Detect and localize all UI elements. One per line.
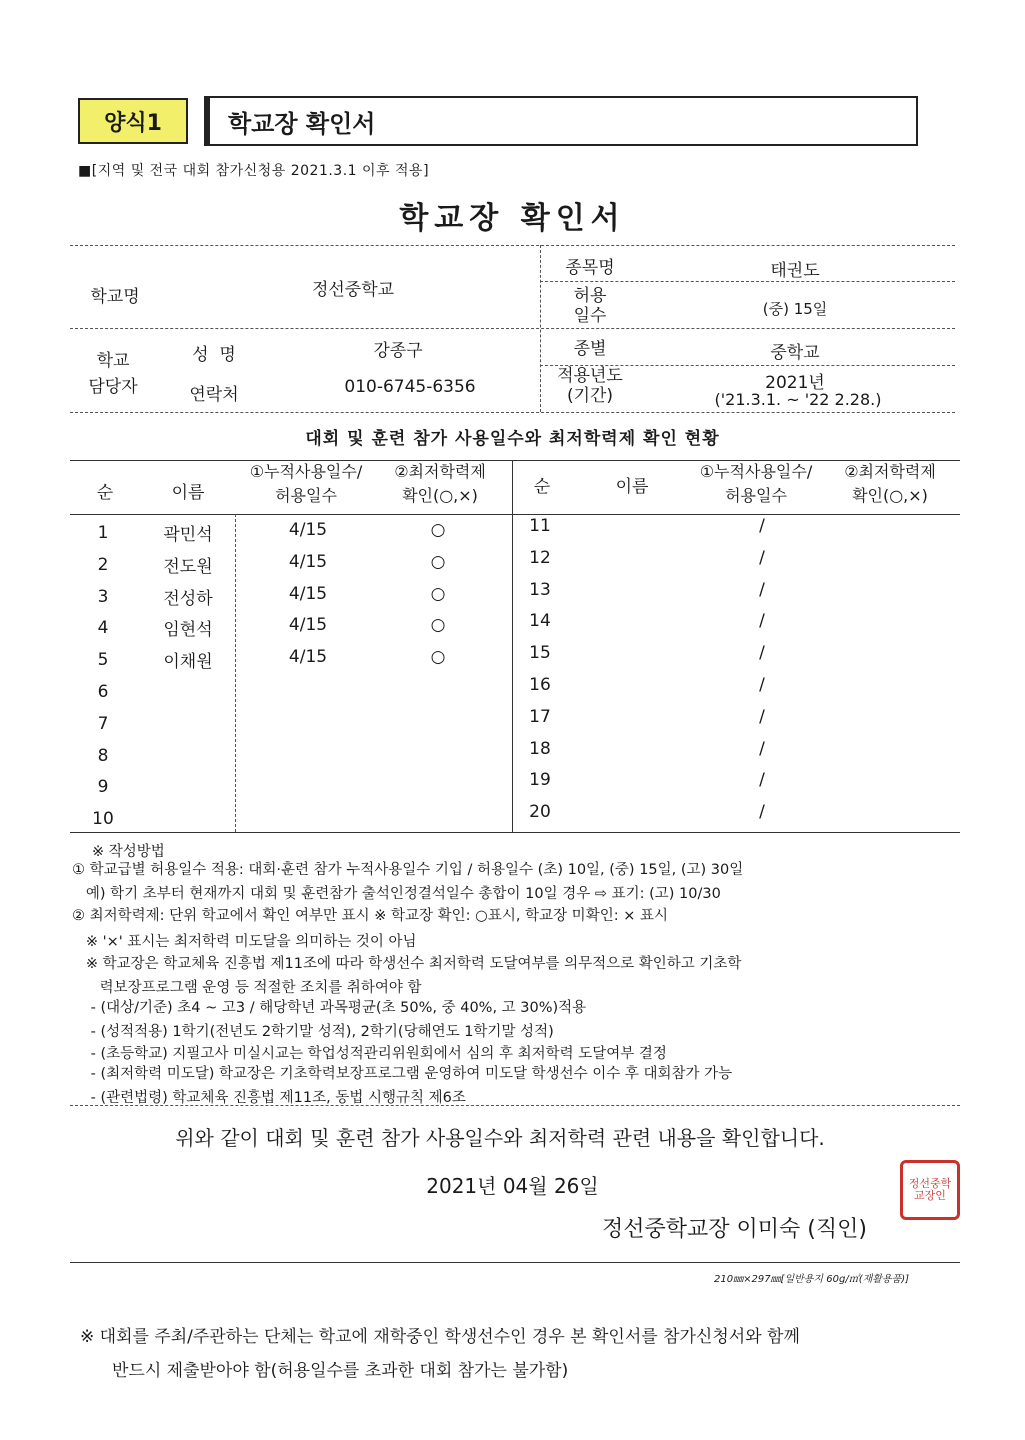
- row-no: 14: [529, 611, 551, 632]
- row-no: 1: [97, 523, 109, 543]
- allowed-days: (중) 15일: [762, 300, 828, 318]
- category: 중학교: [770, 343, 820, 363]
- signer: 정선중학교장 이미숙 (직인): [602, 1217, 867, 1242]
- row-name: 이채원: [163, 652, 213, 673]
- header-check-right: ②최저학력제 확인(○,×): [844, 462, 936, 505]
- note-line: ※ 학교장은 학교체육 진흥법 제11조에 따라 학생선수 최저학력 도달여부를 의무적으로 확인하고 기초학: [72, 956, 742, 972]
- row-check: ○: [430, 615, 446, 636]
- confirmation-text: 위와 같이 대회 및 훈련 참가 사용일수와 최저학력 관련 내용을 확인합니다.: [175, 1126, 825, 1150]
- footer-note-line2: 반드시 제출받아야 함(허용일수를 초과한 대회 참가는 불가함): [112, 1361, 569, 1381]
- row-no: 15: [529, 643, 551, 664]
- row-days: 4/15: [288, 520, 328, 540]
- phone: 010-6745-6356: [344, 377, 476, 397]
- header-days-left: ①누적사용일수/ 허용일수: [249, 462, 363, 505]
- row-days: /: [759, 738, 765, 759]
- row-days: /: [759, 547, 765, 568]
- row-no: 3: [97, 586, 109, 607]
- header-no-left: 순: [96, 483, 114, 503]
- period: ('21.3.1. ~ '22 2.28.): [714, 390, 882, 409]
- form-tag: 양식1: [78, 98, 188, 144]
- row-days: 4/15: [288, 615, 328, 636]
- contact-group-label: 학교 담당자: [88, 351, 138, 397]
- row-days: 4/15: [288, 647, 328, 668]
- row-no: 18: [529, 738, 551, 759]
- row-name: 곽민석: [163, 525, 213, 545]
- row-name: 전성하: [163, 588, 213, 609]
- row-days: /: [759, 611, 765, 632]
- row-check: ○: [430, 647, 446, 668]
- category-label: 종별: [573, 339, 607, 359]
- status-title: 대회 및 훈련 참가 사용일수와 최저학력제 확인 현황: [305, 429, 720, 449]
- row-days: 4/15: [288, 551, 328, 572]
- row-days: /: [759, 675, 765, 695]
- row-days: 4/15: [288, 583, 328, 604]
- note-line: ※ '×' 표시는 최저학력 미도달을 의미하는 것이 아님: [72, 934, 417, 950]
- header-name-right: 이름: [615, 477, 649, 497]
- contact-name: 강종구: [373, 341, 423, 361]
- row-days: /: [759, 643, 765, 664]
- note-line: ※ 작성방법: [92, 844, 165, 860]
- row-name: 전도원: [163, 556, 213, 577]
- allowed-days-label: 허용 일수: [573, 286, 607, 326]
- row-name: 임현석: [163, 620, 213, 641]
- row-days: /: [759, 706, 765, 727]
- note-line: - (대상/기준) 초4 ~ 고3 / 해당학년 과목평균(초 50%, 중 40%, 고 30%)적용: [86, 1000, 587, 1016]
- row-check: ○: [430, 520, 446, 540]
- phone-label: 연락처: [189, 385, 239, 405]
- note-line: - (성적적용) 1학기(전년도 2학기말 성적), 2학기(당해연도 1학기말 성적): [86, 1024, 554, 1040]
- note-line: - (최저학력 미도달) 학교장은 기초학력보장프로그램 운영하여 미도달 학생선수 이수 후 대회참가 가능: [86, 1066, 733, 1082]
- name-label: 성 명: [192, 345, 236, 365]
- header-days-right: ①누적사용일수/ 허용일수: [699, 462, 813, 505]
- confirmation-date: 2021년 04월 26일: [426, 1174, 599, 1198]
- page-title: 학교장 확인서: [399, 201, 626, 236]
- form-title: 학교장 확인서: [204, 96, 918, 146]
- row-no: 7: [97, 713, 109, 734]
- row-no: 4: [97, 618, 109, 639]
- footer-note-line1: ※ 대회를 주최/주관하는 단체는 학교에 재학중인 학생선수인 경우 본 확인서를 참가신청서와 함께: [80, 1327, 800, 1347]
- row-no: 6: [97, 682, 109, 702]
- row-days: /: [759, 770, 765, 791]
- row-check: ○: [430, 583, 446, 604]
- row-check: ○: [430, 551, 446, 572]
- year-label: 적용년도 (기간): [557, 366, 623, 406]
- row-no: 11: [529, 516, 551, 536]
- year: 2021년: [765, 373, 825, 393]
- header-no-right: 순: [533, 477, 551, 497]
- row-days: /: [759, 516, 765, 536]
- event-label: 종목명: [565, 258, 615, 278]
- note-line: ② 최저학력제: 단위 학교에서 확인 여부만 표시 ※ 학교장 확인: ○표시, 학교장 미확인: × 표시: [72, 908, 668, 924]
- official-seal: 정선중학교장인: [900, 1160, 960, 1220]
- event: 태권도: [770, 261, 820, 281]
- school-name: 정선중학교: [311, 280, 395, 300]
- paper-spec: 210㎜×297㎜[일반용지 60g/㎡(재활용품)]: [714, 1274, 910, 1285]
- row-no: 5: [97, 650, 109, 671]
- header-name-left: 이름: [171, 483, 205, 503]
- subtitle: ■[지역 및 전국 대회 참가신청용 2021.3.1 이후 적용]: [78, 163, 430, 179]
- row-no: 16: [529, 675, 551, 695]
- row-no: 17: [529, 706, 551, 727]
- row-no: 19: [529, 770, 551, 791]
- note-line: - (관련법령) 학교체육 진흥법 제11조, 동법 시행규칙 제6조: [86, 1090, 466, 1106]
- row-no: 12: [529, 547, 551, 568]
- row-days: /: [759, 802, 765, 823]
- row-no: 8: [97, 745, 109, 766]
- row-no: 9: [97, 777, 109, 798]
- row-no: 2: [97, 554, 109, 575]
- note-line: - (초등학교) 지필고사 미실시교는 학업성적관리위원회에서 심의 후 최저학력 도달여부 결정: [86, 1046, 667, 1062]
- row-no: 10: [92, 809, 114, 830]
- row-no: 20: [529, 802, 551, 823]
- note-line: 예) 학기 초부터 현재까지 대회 및 훈련참가 출석인정결석일수 총합이 10일 경우 ⇨ 표기: (고) 10/30: [72, 886, 721, 902]
- header-check-left: ②최저학력제 확인(○,×): [394, 462, 486, 505]
- note-line: ① 학교급별 허용일수 적용: 대회·훈련 참가 누적사용일수 기입 / 허용일수 (초) 10일, (중) 15일, (고) 30일: [72, 862, 744, 878]
- row-days: /: [759, 579, 765, 600]
- school-name-label: 학교명: [90, 287, 140, 307]
- note-line: 력보장프로그램 운영 등 적절한 조치를 취하여야 함: [72, 980, 422, 996]
- row-no: 13: [529, 579, 551, 600]
